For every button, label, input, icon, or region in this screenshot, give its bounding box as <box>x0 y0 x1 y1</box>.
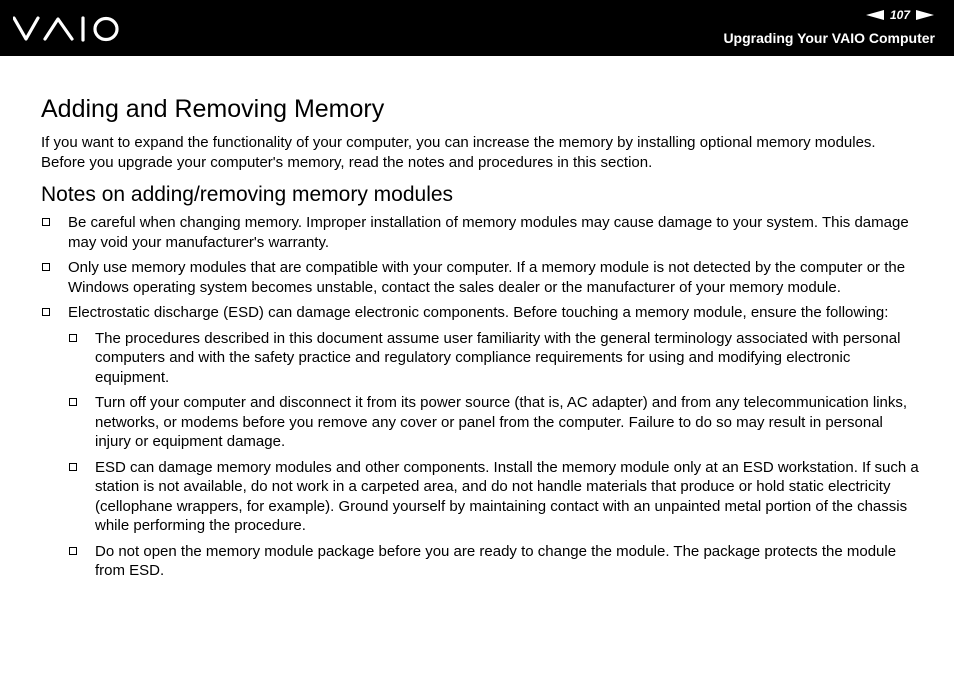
list-item <box>68 393 921 452</box>
esd-notes-list <box>68 329 921 581</box>
vaio-logo <box>13 15 121 43</box>
page-header <box>0 0 954 56</box>
intro-paragraph: If you want to expand the functionality of your computer, you can increase the memory by installing optional memory modules. Before you upgrade your computer's memory, read the notes and procedures in this section. <box>41 134 876 171</box>
list-item <box>41 258 921 297</box>
list-item <box>68 329 921 388</box>
checkbox-bullet-icon <box>42 218 50 226</box>
list-item <box>68 458 921 536</box>
page-navigation <box>866 7 934 23</box>
list-item-text: Electrostatic discharge (ESD) can damage electronic components. Before touching a memory module, ensure the following: <box>68 304 889 321</box>
notes-list <box>41 213 921 581</box>
page-number: 107 <box>889 8 910 22</box>
list-item-text: The procedures described in this document assume user familiarity with the general terminology associated with personal computers and with the safety practice and regulatory compliance requirements for using and modifying electronic equipment. <box>95 329 901 386</box>
checkbox-bullet-icon <box>42 308 50 316</box>
list-item <box>41 213 921 252</box>
list-item <box>68 542 921 581</box>
list-item-text: Only use memory modules that are compatible with your computer. If a memory module is not detected by the computer or the Windows operating system becomes unstable, contact the sales dealer or the manufacturer of your memory module. <box>68 259 906 296</box>
list-item-text: Be careful when changing memory. Improper installation of memory modules may cause damage to your system. This damage may void your manufacturer's warranty. <box>68 214 909 251</box>
next-page-arrow-icon[interactable] <box>916 10 934 20</box>
section-heading: Notes on adding/removing memory modules <box>41 183 454 206</box>
previous-page-arrow-icon[interactable] <box>866 10 884 20</box>
list-item-text: Do not open the memory module package before you are ready to change the module. The package protects the module from ESD. <box>95 542 897 579</box>
page-content <box>41 94 921 587</box>
checkbox-bullet-icon <box>42 263 50 271</box>
section-title: Upgrading Your VAIO Computer <box>723 30 935 46</box>
page-title: Adding and Removing Memory <box>41 95 385 123</box>
checkbox-bullet-icon <box>69 463 77 471</box>
checkbox-bullet-icon <box>69 334 77 342</box>
list-item-text: ESD can damage memory modules and other components. Install the memory module only at an ESD workstation. If such a station is not available, do not work in a carpeted area, and do not handle materials that produce or hold static electricity (cellophane wrappers, for example). Ground yourself by maintaining contact with an unpainted metal portion of the chassis while performing the procedure. <box>95 458 919 534</box>
checkbox-bullet-icon <box>69 398 77 406</box>
list-item-text: Turn off your computer and disconnect it from its power source (that is, AC adapter) and from any telecommunication links, networks, or modems before you remove any cover or panel from the computer. Failure to do so may result in personal injury or equipment damage. <box>95 394 908 450</box>
checkbox-bullet-icon <box>69 547 77 555</box>
list-item <box>41 303 921 581</box>
